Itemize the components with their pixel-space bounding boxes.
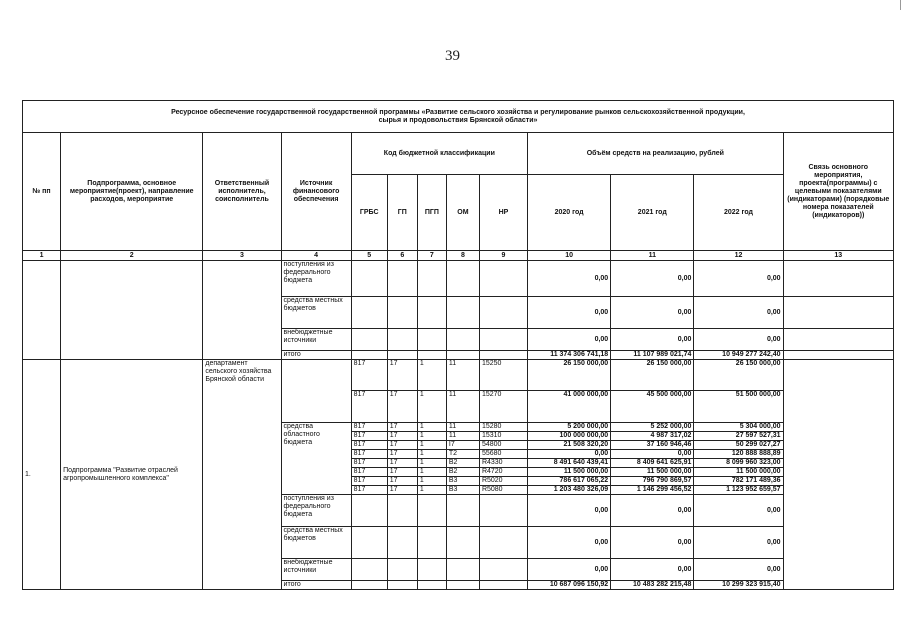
scan-edge-mark xyxy=(900,0,901,10)
amount-2020: 0,00 xyxy=(528,450,611,459)
amount-2020: 100 000 000,00 xyxy=(528,432,611,441)
source-cell: итого xyxy=(281,581,351,590)
amount-2021: 10 483 282 215,48 xyxy=(611,581,694,590)
code-cell-empty xyxy=(351,351,387,360)
column-number: 9 xyxy=(479,251,527,261)
code-cell-empty xyxy=(351,261,387,297)
header-2021: 2021 год xyxy=(611,175,694,251)
header-bk-code: Код бюджетной классификации xyxy=(351,133,527,175)
pgp-cell: 1 xyxy=(417,468,446,477)
code-cell-empty xyxy=(446,581,479,590)
column-number: 5 xyxy=(351,251,387,261)
code-cell-empty xyxy=(479,495,527,527)
nr-cell: 55680 xyxy=(479,450,527,459)
link-cell-empty xyxy=(783,360,893,590)
amount-2021: 26 150 000,00 xyxy=(611,360,694,391)
code-cell-empty xyxy=(479,559,527,581)
column-number: 12 xyxy=(694,251,783,261)
column-number: 8 xyxy=(446,251,479,261)
column-number: 7 xyxy=(417,251,446,261)
nr-cell: 15280 xyxy=(479,423,527,432)
column-number-row xyxy=(23,251,894,261)
grbs-cell: 817 xyxy=(351,391,387,423)
code-cell-empty xyxy=(417,297,446,329)
gp-cell: 17 xyxy=(387,450,417,459)
code-cell-empty xyxy=(479,351,527,360)
header-executor: Ответственный исполнитель, соисполнитель xyxy=(203,133,281,251)
pgp-cell: 1 xyxy=(417,391,446,423)
top-block-row xyxy=(23,261,894,297)
source-cell: внебюджетные источники xyxy=(281,329,351,351)
amount-2022: 11 500 000,00 xyxy=(694,468,783,477)
amount-2022: 0,00 xyxy=(694,329,783,351)
nr-cell: 54800 xyxy=(479,441,527,450)
grbs-cell: 817 xyxy=(351,423,387,432)
amount-2022: 120 888 888,89 xyxy=(694,450,783,459)
link-cell-empty xyxy=(783,297,893,329)
pgp-cell: 1 xyxy=(417,450,446,459)
code-cell-empty xyxy=(351,495,387,527)
code-cell-empty xyxy=(417,581,446,590)
code-cell-empty xyxy=(446,351,479,360)
link-cell-empty xyxy=(783,329,893,351)
amount-2021: 0,00 xyxy=(611,297,694,329)
amount-2022: 50 299 027,27 xyxy=(694,441,783,450)
gp-cell: 17 xyxy=(387,468,417,477)
header-grbs: ГРБС xyxy=(351,175,387,251)
link-cell-empty xyxy=(783,351,893,360)
amount-2021: 8 409 641 625,91 xyxy=(611,459,694,468)
code-cell-empty xyxy=(387,527,417,559)
amount-2021: 796 790 869,57 xyxy=(611,477,694,486)
source-cell: поступления из федерального бюджета xyxy=(281,495,351,527)
header-subprogram: Подпрограмма, основное мероприятие(проект), направление расходов, мероприятие xyxy=(61,133,203,251)
nr-cell: R4720 xyxy=(479,468,527,477)
amount-2021: 0,00 xyxy=(611,559,694,581)
code-cell-empty xyxy=(387,495,417,527)
source-cell: средства местных бюджетов xyxy=(281,297,351,329)
code-cell-empty xyxy=(417,261,446,297)
column-number: 2 xyxy=(61,251,203,261)
amount-2021: 4 987 317,02 xyxy=(611,432,694,441)
amount-2021: 0,00 xyxy=(611,450,694,459)
source-cell: средства местных бюджетов xyxy=(281,527,351,559)
nr-cell: 15310 xyxy=(479,432,527,441)
amount-2021: 37 160 946,46 xyxy=(611,441,694,450)
nr-cell: R4330 xyxy=(479,459,527,468)
code-cell-empty xyxy=(446,527,479,559)
amount-2020: 41 000 000,00 xyxy=(528,391,611,423)
amount-2021: 5 252 000,00 xyxy=(611,423,694,432)
nr-cell: R5080 xyxy=(479,486,527,495)
header-num: № пп xyxy=(23,133,61,251)
grbs-cell: 817 xyxy=(351,468,387,477)
header-source: Источник финансового обеспечения xyxy=(281,133,351,251)
amount-2022: 51 500 000,00 xyxy=(694,391,783,423)
gp-cell: 17 xyxy=(387,432,417,441)
code-cell-empty xyxy=(387,351,417,360)
code-cell-empty xyxy=(446,261,479,297)
grbs-cell: 817 xyxy=(351,441,387,450)
pgp-cell: 1 xyxy=(417,477,446,486)
header-gp: ГП xyxy=(387,175,417,251)
table-title-line2: сырья и продовольствия Брянской области» xyxy=(378,116,538,124)
amount-2022: 0,00 xyxy=(694,527,783,559)
pgp-cell: 1 xyxy=(417,360,446,391)
code-cell-empty xyxy=(351,527,387,559)
amount-2021: 11 107 989 021,74 xyxy=(611,351,694,360)
code-cell-empty xyxy=(351,559,387,581)
amount-2022: 0,00 xyxy=(694,261,783,297)
code-cell-empty xyxy=(479,581,527,590)
code-cell-empty xyxy=(351,297,387,329)
om-cell: B2 xyxy=(446,459,479,468)
amount-2022: 27 597 527,31 xyxy=(694,432,783,441)
executor-name: департамент сельского хозяйства Брянской области xyxy=(203,360,281,590)
amount-2020: 8 491 640 439,41 xyxy=(528,459,611,468)
pgp-cell: 1 xyxy=(417,486,446,495)
pgp-cell: 1 xyxy=(417,459,446,468)
gp-cell: 17 xyxy=(387,459,417,468)
om-cell: 11 xyxy=(446,391,479,423)
source-cell: внебюджетные источники xyxy=(281,559,351,581)
code-cell-empty xyxy=(417,351,446,360)
code-cell-empty xyxy=(479,297,527,329)
amount-2020: 0,00 xyxy=(528,495,611,527)
subprogram-num: 1. xyxy=(23,360,61,590)
amount-2020: 26 150 000,00 xyxy=(528,360,611,391)
header-om: ОМ xyxy=(446,175,479,251)
amount-2020: 21 508 320,20 xyxy=(528,441,611,450)
amount-2022: 782 171 489,36 xyxy=(694,477,783,486)
om-cell: B3 xyxy=(446,477,479,486)
column-number: 6 xyxy=(387,251,417,261)
gp-cell: 17 xyxy=(387,441,417,450)
code-cell-empty xyxy=(417,559,446,581)
grbs-cell: 817 xyxy=(351,459,387,468)
source-cell: поступления из федерального бюджета xyxy=(281,261,351,297)
gp-cell: 17 xyxy=(387,423,417,432)
amount-2020: 0,00 xyxy=(528,297,611,329)
amount-2020: 11 374 306 741,18 xyxy=(528,351,611,360)
cell-num-empty xyxy=(23,261,61,360)
amount-2021: 0,00 xyxy=(611,261,694,297)
code-cell-empty xyxy=(446,495,479,527)
gp-cell: 17 xyxy=(387,360,417,391)
header-volume: Объём средств на реализацию, рублей xyxy=(528,133,784,175)
pgp-cell: 1 xyxy=(417,432,446,441)
om-cell: I7 xyxy=(446,441,479,450)
amount-2022: 26 150 000,00 xyxy=(694,360,783,391)
grbs-cell: 817 xyxy=(351,477,387,486)
code-cell-empty xyxy=(351,329,387,351)
column-number: 13 xyxy=(783,251,893,261)
pgp-cell: 1 xyxy=(417,441,446,450)
link-cell-empty xyxy=(783,261,893,297)
amount-2020: 0,00 xyxy=(528,329,611,351)
nr-cell: 15270 xyxy=(479,391,527,423)
code-cell-empty xyxy=(479,527,527,559)
om-cell: 11 xyxy=(446,360,479,391)
source-cell: итого xyxy=(281,351,351,360)
gp-cell: 17 xyxy=(387,477,417,486)
cell-subprogram-empty xyxy=(61,261,203,360)
amount-2022: 10 299 323 915,40 xyxy=(694,581,783,590)
regional-source: средства областного бюджета xyxy=(281,423,351,495)
code-cell-empty xyxy=(479,329,527,351)
code-cell-empty xyxy=(446,297,479,329)
pgp-cell: 1 xyxy=(417,423,446,432)
amount-2022: 0,00 xyxy=(694,297,783,329)
code-cell-empty xyxy=(417,329,446,351)
column-number: 10 xyxy=(528,251,611,261)
code-cell-empty xyxy=(387,297,417,329)
amount-2020: 0,00 xyxy=(528,261,611,297)
amount-2020: 5 200 000,00 xyxy=(528,423,611,432)
header-link: Связь основного мероприятия, проекта(программы) с целевыми показателями (индикаторами) (порядковые номера показателей (индикаторов)) xyxy=(783,133,893,251)
amount-2022: 1 123 952 659,57 xyxy=(694,486,783,495)
nr-cell: R5020 xyxy=(479,477,527,486)
code-cell-empty xyxy=(387,581,417,590)
nr-cell: 15250 xyxy=(479,360,527,391)
grbs-cell: 817 xyxy=(351,450,387,459)
grbs-cell: 817 xyxy=(351,432,387,441)
amount-2022: 0,00 xyxy=(694,559,783,581)
code-cell-empty xyxy=(479,261,527,297)
amount-2021: 11 500 000,00 xyxy=(611,468,694,477)
subprogram-name: Подпрограмма "Развитие отраслей агропромышленного комплекса" xyxy=(61,360,203,590)
column-number: 3 xyxy=(203,251,281,261)
om-cell: 11 xyxy=(446,423,479,432)
header-nr: НР xyxy=(479,175,527,251)
table-title-line1: Ресурсное обеспечение государственной государственной программы «Развитие сельского хозяйства и регулирование рынков сельскохозяйственной продукции, xyxy=(171,108,745,116)
column-number: 1 xyxy=(23,251,61,261)
header-2020: 2020 год xyxy=(528,175,611,251)
amount-2022: 0,00 xyxy=(694,495,783,527)
om-cell: 11 xyxy=(446,432,479,441)
om-cell: B3 xyxy=(446,486,479,495)
amount-2021: 0,00 xyxy=(611,329,694,351)
amount-2021: 45 500 000,00 xyxy=(611,391,694,423)
cell-executor-empty xyxy=(203,261,281,360)
amount-2020: 11 500 000,00 xyxy=(528,468,611,477)
om-cell: T2 xyxy=(446,450,479,459)
regional-budget-row xyxy=(23,360,894,391)
amount-2022: 5 304 000,00 xyxy=(694,423,783,432)
code-cell-empty xyxy=(351,581,387,590)
amount-2020: 1 203 480 326,09 xyxy=(528,486,611,495)
page-number: 39 xyxy=(445,48,460,64)
resource-table xyxy=(22,100,894,590)
amount-2021: 0,00 xyxy=(611,495,694,527)
amount-2022: 10 949 277 242,40 xyxy=(694,351,783,360)
gp-cell: 17 xyxy=(387,486,417,495)
amount-2020: 0,00 xyxy=(528,559,611,581)
code-cell-empty xyxy=(387,261,417,297)
amount-2022: 8 099 960 323,00 xyxy=(694,459,783,468)
header-pgp: ПГП xyxy=(417,175,446,251)
code-cell-empty xyxy=(446,329,479,351)
grbs-cell: 817 xyxy=(351,486,387,495)
column-number: 11 xyxy=(611,251,694,261)
header-2022: 2022 год xyxy=(694,175,783,251)
amount-2020: 786 617 065,22 xyxy=(528,477,611,486)
table-title xyxy=(23,101,894,133)
code-cell-empty xyxy=(417,527,446,559)
om-cell: B2 xyxy=(446,468,479,477)
code-cell-empty xyxy=(387,559,417,581)
column-number: 4 xyxy=(281,251,351,261)
amount-2021: 0,00 xyxy=(611,527,694,559)
amount-2020: 10 687 096 150,92 xyxy=(528,581,611,590)
code-cell-empty xyxy=(446,559,479,581)
source-cell-empty xyxy=(281,360,351,423)
gp-cell: 17 xyxy=(387,391,417,423)
amount-2020: 0,00 xyxy=(528,527,611,559)
code-cell-empty xyxy=(417,495,446,527)
code-cell-empty xyxy=(387,329,417,351)
amount-2021: 1 146 299 456,52 xyxy=(611,486,694,495)
grbs-cell: 817 xyxy=(351,360,387,391)
